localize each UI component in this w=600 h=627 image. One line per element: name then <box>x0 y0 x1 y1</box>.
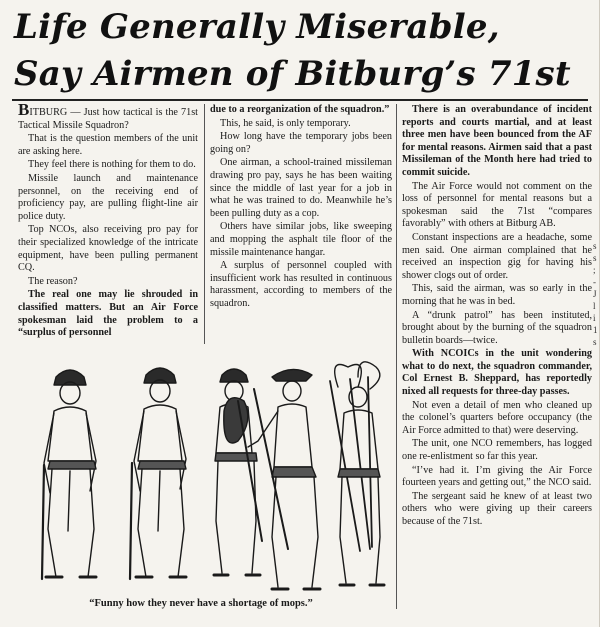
illustration-caption: “Funny how they never have a shortage of mops.” <box>89 598 313 609</box>
column-3 <box>402 104 592 530</box>
paragraph: Missile launch and maintenance personnel, on the receiving end of proficiency pay, are pulling flight-line air police duty. <box>18 172 198 222</box>
paragraph: There is an overabundance of incident reports and courts martial, and at least three men have been bounced from the AF for mental reasons. Airmen said that a past Missileman of the Month here had tried to commit suicide. <box>402 104 592 178</box>
paragraph: With NCOICs in the unit wondering what to do next, the squadron commander, Col Ernest B. Sheppard, has reportedly nixed all requests for three-day passes. <box>402 348 592 398</box>
paragraph: Top NCOs, also receiving pro pay for their specialized knowledge of the intricate equipment, have been pulling permanent CQ. <box>18 224 198 274</box>
column-1 <box>18 100 198 341</box>
soldier-with-mop <box>214 369 262 575</box>
paragraph: The Air Force would not comment on the loss of personnel for mental reasons but a spokesman said the 71st “compares favorably” with others at Bitburg AB. <box>402 180 592 230</box>
paragraph: “I’ve had it. I’m giving the Air Force fourteen years and getting out,” the NCO said. <box>402 464 592 489</box>
paragraph: Others have similar jobs, like sweeping and mopping the asphalt tile floor of the missile maintenance hangar. <box>210 221 392 258</box>
lead-paragraph: BITBURG — Just how tactical is the 71st Tactical Missile Squadron? <box>18 100 198 131</box>
drop-cap: B <box>18 100 30 119</box>
officer-figure <box>248 369 320 589</box>
paragraph: The sergeant said he knew of at least two others who were giving up their careers because of the 71st. <box>402 490 592 527</box>
soldier-figure <box>42 370 96 579</box>
headline-line-2: Say Airmen of Bitburg’s 71st <box>14 54 571 94</box>
column-2 <box>210 104 392 312</box>
paragraph: This, said the airman, was so early in the morning that he was in bed. <box>402 283 592 307</box>
column-divider <box>204 104 205 344</box>
soldier-with-mops <box>330 362 384 585</box>
paragraph: How long have the temporary jobs been going on? <box>210 131 392 155</box>
soldier-figure <box>130 368 186 579</box>
paragraph: The real one may lie shrouded in classified matters. But an Air Force spokesman laid the problem to a “surplus of personnel <box>18 289 198 339</box>
paragraph: due to a reorganization of the squadron.” <box>210 104 390 115</box>
column-divider <box>396 104 397 609</box>
paragraph: A surplus of personnel coupled with insufficient work has resulted in continuous harassment, according to members of the squadron. <box>210 260 392 309</box>
headline <box>14 4 594 98</box>
paragraph: Not even a detail of men who cleaned up the colonel’s quarters before occupancy (the Air Force admitted to that) were deserving. <box>402 399 592 436</box>
paragraph: A “drunk patrol” has been instituted, brought about by the burning of the squadron bulletin boards—twice. <box>402 309 592 346</box>
paragraph: The reason? <box>28 275 78 287</box>
headline-rule <box>12 99 588 101</box>
paragraph: They feel there is nothing for them to do. <box>28 159 196 171</box>
paragraph: Constant inspections are a headache, some men said. One airman complained that he received an inspection gig for having his shower clogs out of order. <box>402 231 592 281</box>
cartoon-illustration <box>10 355 392 595</box>
paragraph: The unit, one NCO remembers, has logged one re-enlistment so far this year. <box>402 438 592 463</box>
headline-line-1: Life Generally Miserable, <box>14 7 500 47</box>
paragraph: This, he said, is only temporary. <box>220 117 351 129</box>
adjacent-column-fragment: s s ; - J l i 1 s <box>593 241 598 347</box>
paragraph: One airman, a school-trained missileman drawing pro pay, says he has been waiting since the middle of last year for a job in what he was trained to do. Meanwhile he’s been pulling duty as a cop. <box>210 157 392 219</box>
paragraph: That is the question members of the unit are asking here. <box>18 133 198 157</box>
